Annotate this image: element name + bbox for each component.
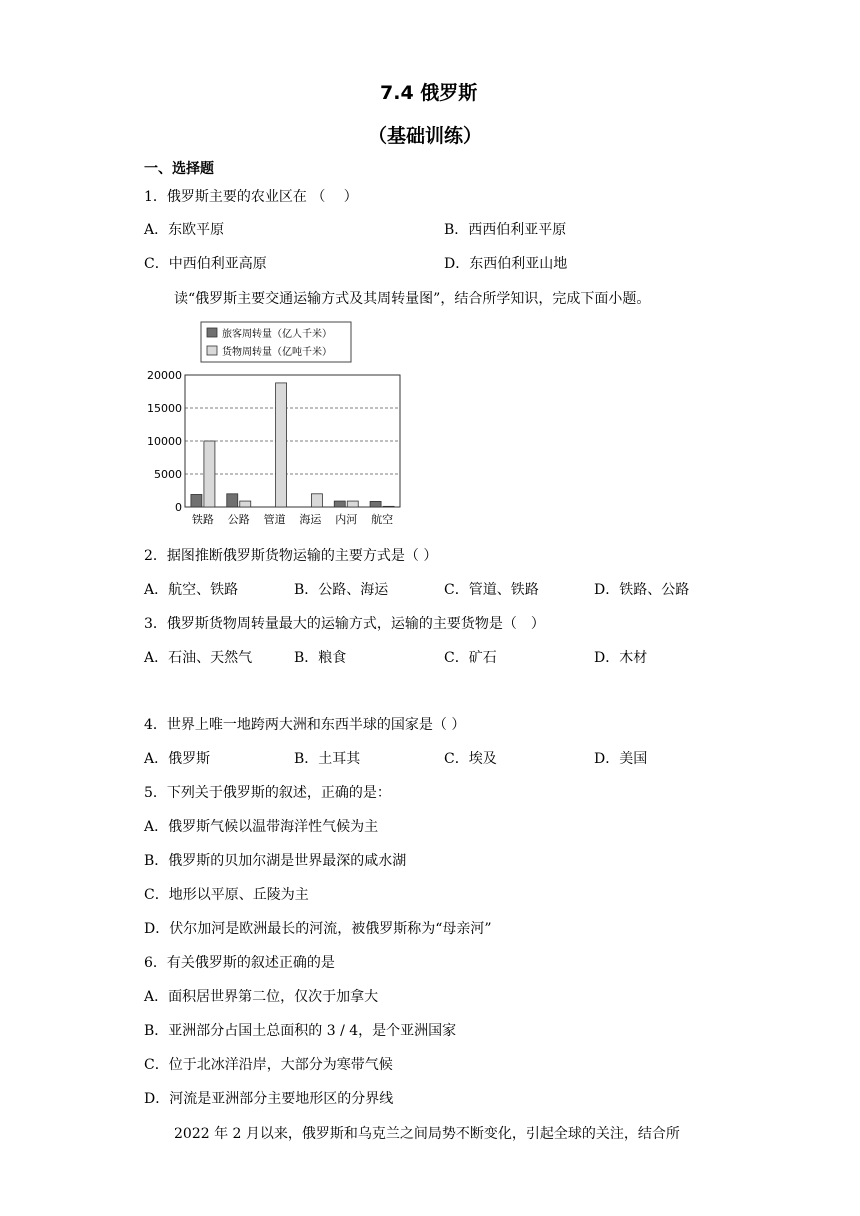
question-5-option-a: A．俄罗斯气候以温带海洋性气候为主 [144, 819, 379, 835]
bar-freight [240, 501, 251, 507]
chart-intro-text: 读“俄罗斯主要交通运输方式及其周转量图”，结合所学知识，完成下面小题。 [174, 291, 651, 307]
question-2-option-a: A．航空、铁路 [144, 582, 239, 598]
question-2-stem: 2．据图推断俄罗斯货物运输的主要方式是（ ） [144, 548, 438, 564]
bar-passenger [227, 494, 238, 507]
question-3-option-d: D．木材 [594, 650, 648, 666]
x-tick-label: 航空 [371, 513, 394, 526]
bar-passenger [334, 501, 345, 507]
question-2-option-b: B．公路、海运 [294, 582, 389, 598]
question-3-stem: 3．俄罗斯货物周转量最大的运输方式，运输的主要货物是（ ） [144, 616, 545, 632]
page-title: 7.4 俄罗斯 [380, 82, 478, 104]
bar-passenger [191, 494, 202, 507]
chart-plot-area [147, 369, 400, 526]
question-6-option-c: C．位于北冰洋沿岸，大部分为寒带气候 [144, 1057, 393, 1073]
y-tick-label: 5000 [154, 468, 182, 481]
question-6-option-d: D．河流是亚洲部分主要地形区的分界线 [144, 1091, 394, 1107]
question-1-stem: 1．俄罗斯主要的农业区在 （ ） [144, 189, 358, 205]
y-tick-label: 10000 [147, 435, 182, 448]
question-4-option-b: B．土耳其 [294, 751, 361, 767]
question-6-option-a: A．面积居世界第二位，仅次于加拿大 [144, 989, 379, 1005]
bar-freight [383, 506, 394, 507]
bar-freight [276, 383, 287, 507]
legend-label-passenger: 旅客周转量（亿人千米） [222, 329, 332, 340]
question-6-stem: 6．有关俄罗斯的叙述正确的是 [144, 955, 335, 971]
question-3-option-a: A．石油、天然气 [144, 650, 253, 666]
question-5-stem: 5．下列关于俄罗斯的叙述，正确的是： [144, 785, 391, 801]
question-3-option-c: C．矿石 [444, 650, 497, 666]
question-6-option-b: B．亚洲部分占国土总面积的 3 / 4，是个亚洲国家 [144, 1023, 457, 1039]
question-5-option-d: D．伏尔加河是欧洲最长的河流，被俄罗斯称为“母亲河” [144, 921, 492, 937]
x-tick-label: 海运 [299, 513, 322, 526]
section-heading: 一、选择题 [144, 161, 214, 177]
page-subtitle: （基础训练） [368, 125, 483, 147]
question-4-option-a: A．俄罗斯 [144, 751, 211, 767]
question-1-option-c: C．中西伯利亚高原 [144, 256, 267, 272]
question-4-option-d: D．美国 [594, 751, 648, 767]
next-passage-text: 2022 年 2 月以来，俄罗斯和乌克兰之间局势不断变化，引起全球的关注，结合所 [174, 1126, 680, 1142]
legend-label-freight: 货物周转量（亿吨千米） [222, 347, 332, 358]
bar-freight [311, 494, 322, 507]
x-tick-label: 铁路 [191, 513, 214, 526]
x-tick-label: 公路 [227, 513, 250, 526]
y-tick-label: 0 [175, 501, 182, 514]
legend-swatch-passenger [207, 328, 217, 337]
question-1-option-b: B．西西伯利亚平原 [444, 222, 567, 238]
bar-freight [347, 501, 358, 507]
y-tick-label: 20000 [147, 369, 182, 382]
chart-legend [201, 322, 351, 362]
bar-freight [204, 441, 215, 507]
x-tick-label: 管道 [263, 513, 286, 526]
question-5-option-c: C．地形以平原、丘陵为主 [144, 887, 309, 903]
question-4-stem: 4．世界上唯一地跨两大洲和东西半球的国家是（ ） [144, 717, 466, 733]
y-tick-label: 15000 [147, 402, 182, 415]
question-1-option-a: A．东欧平原 [144, 222, 225, 238]
bar-passenger [370, 501, 381, 507]
question-4-option-c: C．埃及 [444, 751, 497, 767]
question-1-option-d: D．东西伯利亚山地 [444, 256, 568, 272]
legend-swatch-freight [207, 346, 217, 355]
x-tick-label: 内河 [335, 513, 358, 526]
question-2-option-d: D．铁路、公路 [594, 582, 690, 598]
question-3-option-b: B．粮食 [294, 650, 347, 666]
question-5-option-b: B．俄罗斯的贝加尔湖是世界最深的咸水湖 [144, 853, 407, 869]
transport-chart [140, 318, 410, 530]
question-2-option-c: C．管道、铁路 [444, 582, 539, 598]
